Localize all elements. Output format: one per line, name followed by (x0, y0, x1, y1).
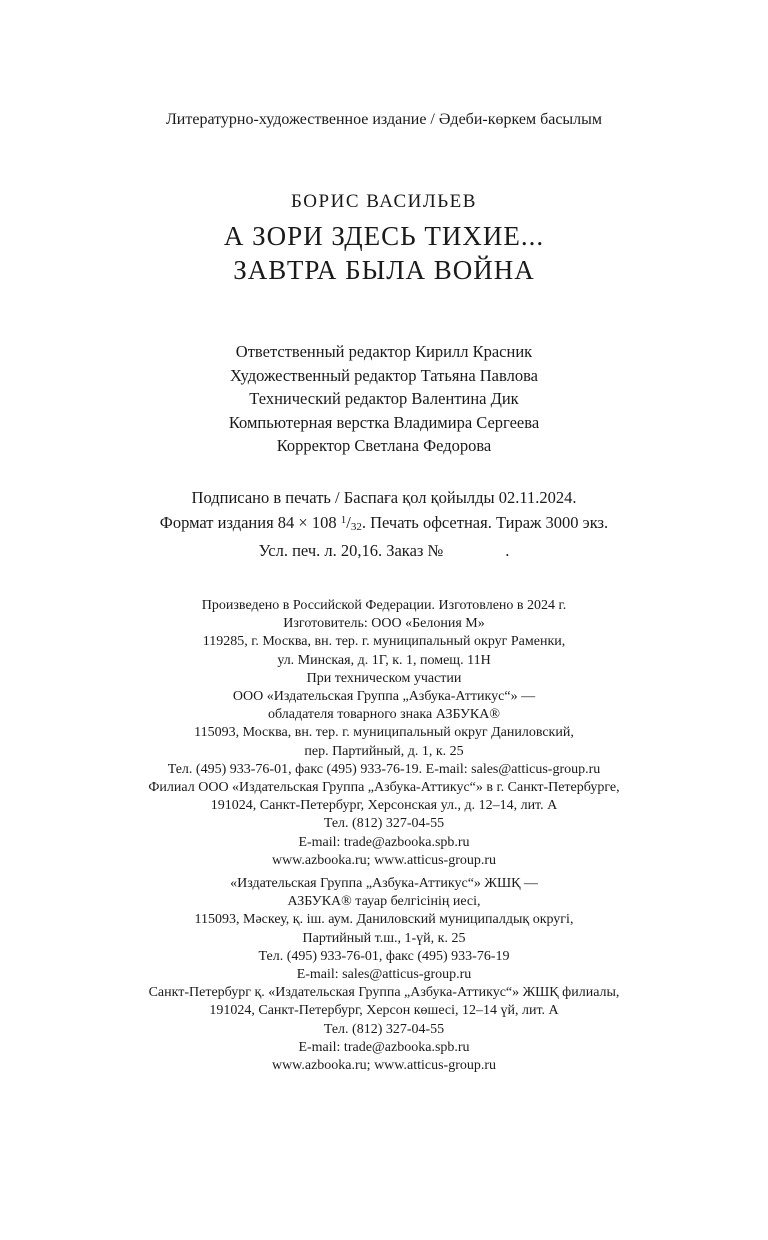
kazakh-line: 115093, Мәскеу, қ. іш. аум. Даниловский муниципалдық округі, (194, 912, 574, 928)
kazakh-line: АЗБУКА® тауар белгісінің иесі, (287, 894, 481, 910)
kazakh-line: Тел. (495) 933-76-01, факс (495) 933-76-19 (258, 948, 510, 964)
production-line: Тел. (812) 327-04-55 (323, 816, 445, 832)
editor-credit: Корректор Светлана Федорова (276, 436, 492, 455)
format-prefix: Формат издания 84 × 108 (159, 513, 341, 532)
format-fraction-numerator: 1 (340, 514, 347, 526)
format-fraction-denominator: 32 (350, 521, 362, 533)
kazakh-line: Тел. (812) 327-04-55 (323, 1021, 445, 1037)
author-text: БОРИС ВАСИЛЬЕВ (291, 191, 477, 212)
production-line: пер. Партийный, д. 1, к. 25 (304, 743, 464, 759)
edition-type (0, 110, 768, 130)
editor-credit: Художественный редактор Татьяна Павлова (230, 365, 538, 385)
production-line: E-mail: trade@azbooka.spb.ru (298, 834, 470, 850)
book-title (0, 219, 768, 287)
conditions-end: . (505, 541, 510, 560)
edition-type-text: Литературно-художественное издание / Әдеби-көркем басылым (165, 111, 603, 128)
production-line: Филиал ООО «Издательская Группа „Азбука-Аттикус“» в г. Санкт-Петербурге, (148, 780, 620, 796)
production-line: 119285, г. Москва, вн. тер. г. муниципальный округ Раменки, (202, 634, 566, 650)
kazakh-line: Санкт-Петербург қ. «Издательская Группа „Азбука-Аттикус“» ЖШҚ филиалы, (148, 985, 620, 1001)
kazakh-production-info (0, 875, 768, 1075)
print-info (0, 486, 768, 562)
editor-credit: Ответственный редактор Кирилл Красник (235, 342, 533, 361)
production-line: ул. Минская, д. 1Г, к. 1, помещ. 11Н (277, 652, 491, 668)
production-line: 191024, Санкт-Петербург, Херсонская ул., д. 12–14, лит. А (210, 798, 558, 814)
production-line: Произведено в Российской Федерации. Изготовлено в 2024 г. (201, 598, 567, 613)
kazakh-line: Партийный т.ш., 1-үй, к. 25 (302, 930, 466, 946)
kazakh-line: E-mail: sales@atticus-group.ru (296, 967, 472, 983)
kazakh-line: E-mail: trade@azbooka.spb.ru (298, 1039, 470, 1055)
production-line: 115093, Москва, вн. тер. г. муниципальный округ Даниловский, (194, 725, 574, 741)
production-line: www.azbooka.ru; www.atticus-group.ru (271, 852, 497, 868)
signed-date: Подписано в печать / Баспаға қол қойылды 02.11.2024. (191, 488, 577, 507)
format-suffix: . Печать офсетная. Тираж 3000 экз. (361, 513, 609, 532)
production-info (0, 597, 768, 870)
production-line: обладателя товарного знака АЗБУКА® (267, 707, 501, 723)
conditions-text: Усл. печ. л. 20,16. Заказ № (258, 541, 444, 560)
format-line: Формат издания 84 × 108 $^1$/32. Печать офсетная. Тираж 3000 экз. (159, 513, 609, 533)
production-line: ООО «Издательская Группа „Азбука-Аттикус“» — (232, 689, 536, 705)
production-line: Изготовитель: ООО «Белония М» (283, 616, 485, 632)
title-line: А ЗОРИ ЗДЕСЬ ТИХИЕ... (223, 221, 545, 251)
editor-credit: Технический редактор Валентина Дик (249, 389, 519, 408)
production-line: Тел. (495) 933-76-01, факс (495) 933-76-19. E-mail: sales@atticus-group.ru (167, 761, 601, 777)
editor-credit: Компьютерная верстка Владимира Сергеева (228, 412, 540, 432)
title-line: ЗАВТРА БЫЛА ВОЙНА (233, 255, 535, 285)
editorial-credits (0, 340, 768, 458)
kazakh-line: 191024, Санкт-Петербург, Херсон көшесі, 12–14 үй, лит. А (209, 1003, 559, 1019)
conditions-line (0, 539, 768, 562)
kazakh-line: «Издательская Группа „Азбука-Аттикус“» ЖШҚ — (230, 876, 538, 891)
production-line: При техническом участии (306, 670, 462, 686)
author-name (0, 190, 768, 214)
kazakh-line: www.azbooka.ru; www.atticus-group.ru (271, 1058, 497, 1074)
